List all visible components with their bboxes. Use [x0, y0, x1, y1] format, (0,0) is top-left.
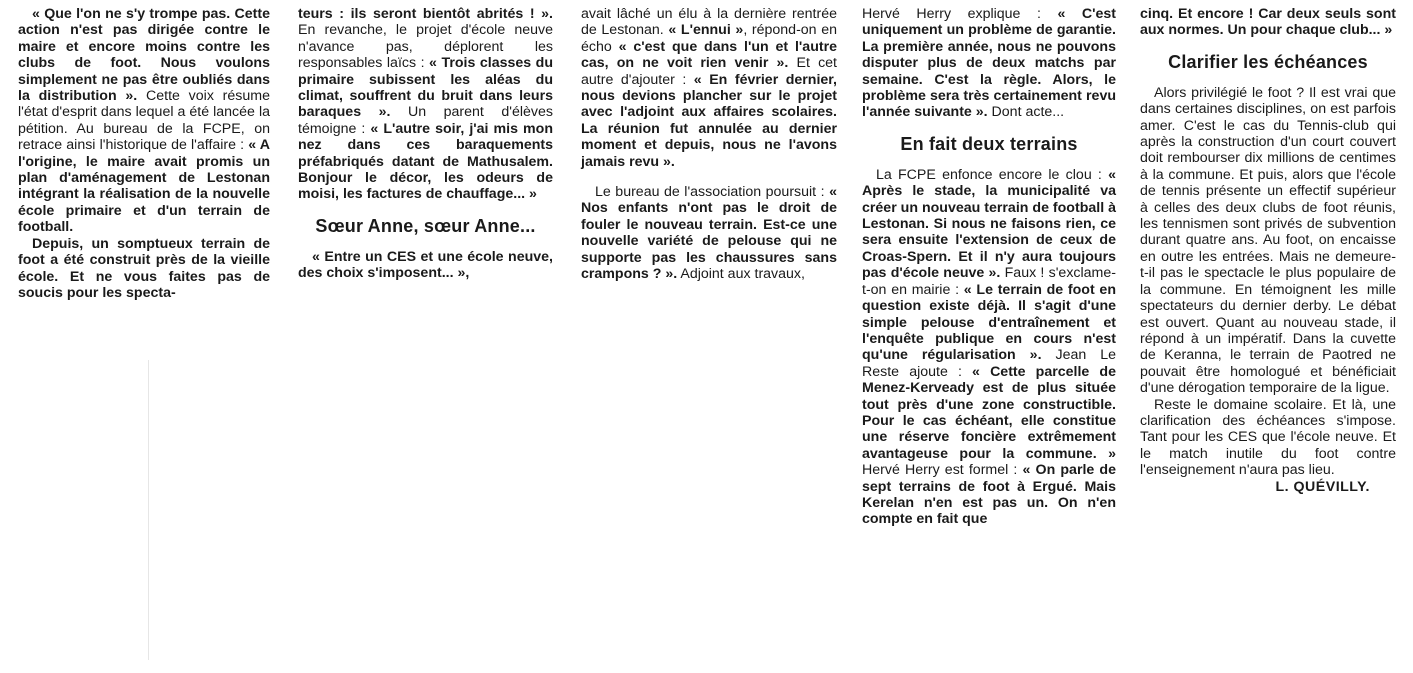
paragraph: [862, 6, 1116, 121]
column-4: [862, 6, 1116, 528]
body-text: , répond-on en écho: [581, 22, 837, 55]
paragraph: [1140, 6, 1396, 39]
quote-text: « C'est uniquement un problème de garantie. La première année, nous ne pouvons disputer plus de deux matchs par semaine. C'est la règle. Alors, le problème sera très certainement revu l'année suivante ».: [862, 6, 1116, 121]
body-text: Jean Le Reste ajoute :: [862, 347, 1116, 380]
quote-text: « c'est que dans l'un et l'autre cas, on ne voit rien venir ».: [581, 38, 837, 72]
quote-text: « On parle de sept terrains de foot à Ergué. Mais Kerelan n'en est pas un. On n'en compte en fait que: [862, 462, 1116, 528]
paragraph: [1140, 397, 1396, 479]
body-text: Un parent d'élèves témoigne :: [298, 104, 553, 137]
body-text: Adjoint aux travaux,: [677, 266, 805, 283]
body-text: La FCPE enfonce encore le clou :: [876, 166, 1109, 183]
quote-text: « L'autre soir, j'ai mis mon nez dans ces baraquements préfabriqués datant de Mathusalem. Bonjour le décor, les odeurs de moisi, les factures de chauffage... »: [298, 120, 553, 203]
quote-text: « Après le stade, la municipalité va créer un nouveau terrain de football à Lestonan. Si nous ne faisons rien, ce sera ensuite l'extension de ceux de Croas-Spern. Et il n'y aura toujours pas d'école neuve ».: [862, 166, 1116, 282]
quote-text: cinq. Et encore ! Car deux seuls sont aux normes. Un pour chaque club... »: [1140, 6, 1396, 39]
paragraph: [581, 184, 837, 282]
quote-text: « Cette parcelle de Menez-Kerveady est de plus située tout près d'une zone constructible. Pour le cas échéant, elle constitue une réserve foncière extrêmement avantageuse pour la commune. »: [862, 363, 1116, 462]
quote-text: « Que l'on ne s'y trompe pas. Cette action n'est pas dirigée contre le maire et encore moins contre les clubs de foot. Nous voulons simplement ne pas être oubliés dans la distribution ».: [18, 6, 270, 105]
paragraph: [862, 167, 1116, 528]
quote-text: « Le terrain de foot en question existe déjà. Il s'agit d'une simple pelouse d'entraînement et l'enquête publique en cours n'est qu'une régularisation ».: [862, 281, 1116, 364]
quote-text: « Entre un CES et une école neuve, des choix s'imposent... »,: [298, 248, 553, 282]
column-1: [18, 6, 270, 301]
paragraph: [298, 249, 553, 282]
quote-text: « L'ennui »: [668, 22, 744, 39]
section-heading: Clarifier les échéances: [1168, 51, 1368, 72]
paragraph: [581, 6, 837, 170]
body-text: Hervé Herry explique :: [862, 6, 1058, 22]
body-text: Hervé Herry est formel :: [862, 462, 1023, 479]
paragraph: [18, 236, 270, 302]
paragraph: [298, 6, 553, 203]
body-text: En revanche, le projet d'école neuve n'avance pas, déplorent les responsables laïcs :: [298, 22, 553, 72]
section-heading: Sœur Anne, sœur Anne...: [315, 215, 536, 236]
column-3: [581, 6, 837, 283]
body-text: Faux ! s'exclame-t-on en mairie :: [862, 265, 1116, 298]
body-text: Dont acte...: [987, 104, 1065, 121]
column-2: [298, 6, 553, 282]
quote-text: Depuis, un somptueux terrain de foot a été construit près de la vieille école. Et ne vous faites pas de soucis pour les specta-: [18, 235, 270, 301]
quote-text: « En février dernier, nous devions plancher sur le projet avec l'adjoint aux affaires scolaires. La réunion fut annulée au dernier moment et depuis, nous ne l'avons jamais revu ».: [581, 71, 837, 170]
author-signature: L. QUÉVILLY.: [1275, 478, 1370, 495]
quote-text: teurs : ils seront bientôt abrités ! ».: [298, 6, 553, 22]
body-text: Le bureau de l'association poursuit :: [595, 184, 830, 201]
paragraph: [18, 6, 270, 236]
paragraph: [1140, 85, 1396, 397]
fold-line: [148, 360, 149, 660]
quote-text: « Trois classes du primaire subissent les aléas du climat, souffrent du bruit dans leurs baraques ».: [298, 55, 553, 121]
body-text: Reste le domaine scolaire. Et là, une clarification des échéances s'impose. Tant pour les CES que l'école neuve. Et le match inutile du foot contre l'enseignement n'aura pas lieu.: [1140, 396, 1396, 479]
body-text: Cette voix résume l'état d'esprit dans lequel a été lancée la pétition. Au bureau de la FCPE, on retrace ainsi l'historique de l'affaire :: [18, 88, 270, 154]
quote-text: « A l'origine, le maire avait promis un plan d'aménagement de Lestonan intégrant la réalisation de la nouvelle école primaire et d'un terrain de football.: [18, 137, 270, 236]
body-text: Et cet autre d'ajouter :: [581, 55, 837, 88]
section-heading: En fait deux terrains: [900, 133, 1078, 154]
column-5: [1140, 6, 1396, 495]
body-text: Alors privilégié le foot ? Il est vrai que dans certaines disciplines, on est parfois amer. C'est le cas du Tennis-club qui après la construction d'un court couvert doit rembourser dix millions de centimes à la commune. Et puis, alors que l'école de tennis présente un effectif supérieur à celles des deux clubs de foot réunis, les tennismen sont privés de subvention durant quatre ans. Au foot, on encaisse en outre les entrées. Mais ne demeure-t-il pas le spectacle le plus populaire de la commune. En témoignent les mille spectateurs du dernier derby. Le débat est ouvert. Quant au nouveau stade, il répond à un impératif. Dans la cuvette de Keranna, le terrain de Paotred ne pouvait être homologué et bénéficiait d'une dérogation temporaire de la ligue.: [1140, 84, 1396, 397]
body-text: avait lâché un élu à la dernière rentrée de Lestonan.: [581, 6, 837, 39]
quote-text: « Nos enfants n'ont pas le droit de fouler le nouveau terrain. Est-ce une nouvelle variété de pelouse qui ne supporte pas les chaussures sans crampons ? ».: [581, 184, 837, 283]
